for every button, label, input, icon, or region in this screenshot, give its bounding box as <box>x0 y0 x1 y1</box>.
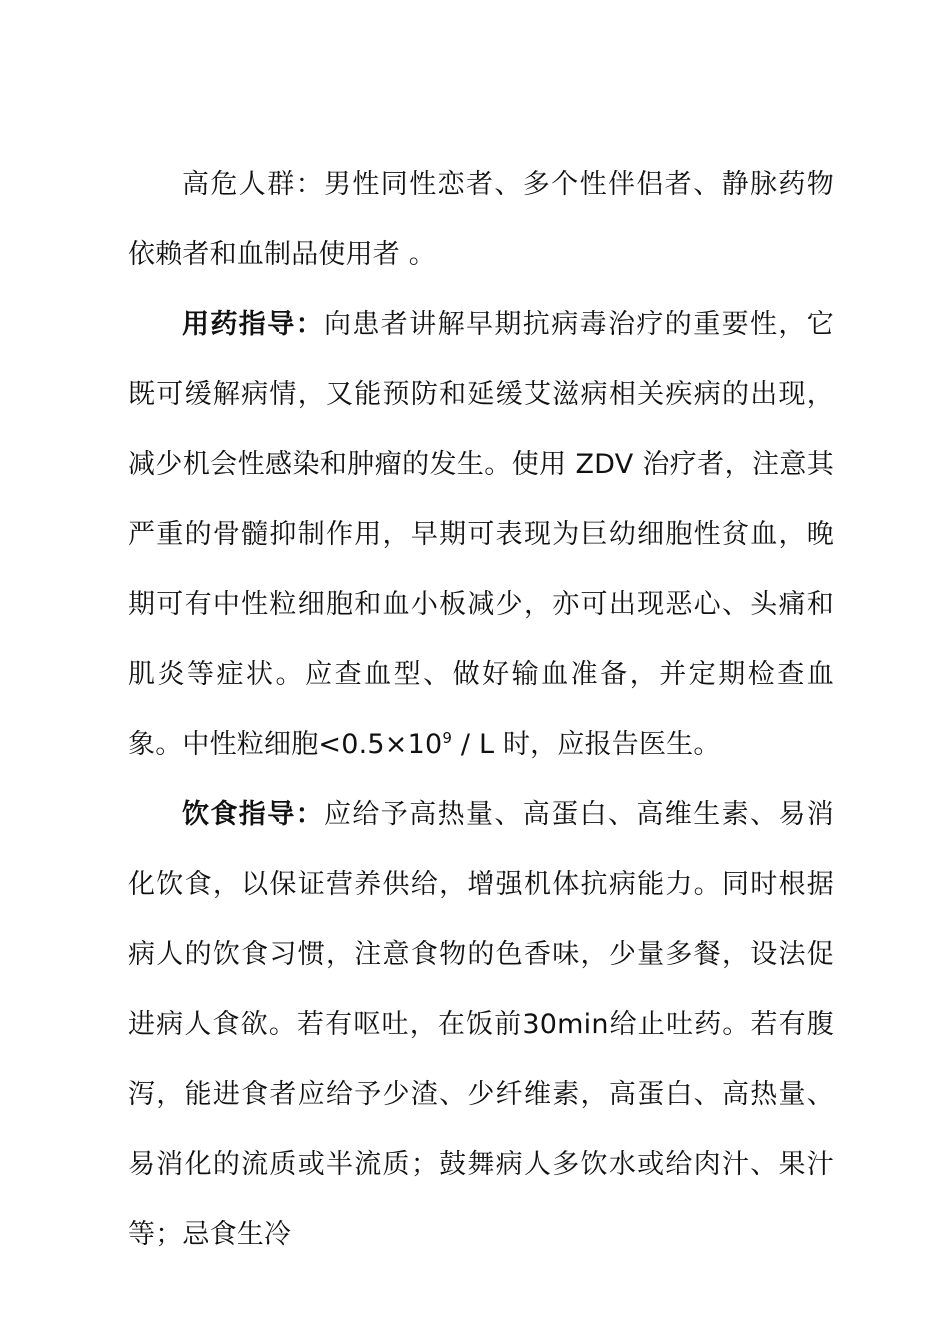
paragraph-medication-guidance <box>128 290 834 780</box>
section-heading-medication: 用药指导： <box>182 309 324 340</box>
paragraph-text: 高危人群：男性同性恋者、多个性伴侣者、静脉药物依赖者和血制品使用者 。 <box>128 169 834 270</box>
section-heading-diet: 饮食指导： <box>182 799 324 830</box>
paragraph-text: 应给予高热量、高蛋白、高维生素、易消化饮食，以保证营养供给，增强机体抗病能力。同时根据病人的饮食习惯，注意食物的色香味，少量多餐，设法促进病人食欲。若有呕吐，在饭前30min给止吐药。若有腹泻，能进食者应给予少渣、少纤维素，高蛋白、高热量、易消化的流质或半流质；鼓舞病人多饮水或给肉汁、果汁等；忌食生冷 <box>128 799 834 1250</box>
document-body <box>128 150 834 1270</box>
paragraph-high-risk-groups <box>128 150 834 290</box>
paragraph-text: 向患者讲解早期抗病毒治疗的重要性，它既可缓解病情，又能预防和延缓艾滋病相关疾病的出现，减少机会性感染和肿瘤的发生。使用 ZDV 治疗者，注意其严重的骨髓抑制作用，早期可表现为巨幼细胞性贫血，晚期可有中性粒细胞和血小板减少，亦可出现恶心、头痛和肌炎等症状。应查血型、做好输血准备，并定期检查血象。中性粒细胞<0.5×10 <box>128 309 834 760</box>
paragraph-diet-guidance <box>128 780 834 1270</box>
paragraph-text-tail: / L 时，应报告医生。 <box>452 729 721 760</box>
superscript-exponent: 9 <box>442 729 453 747</box>
